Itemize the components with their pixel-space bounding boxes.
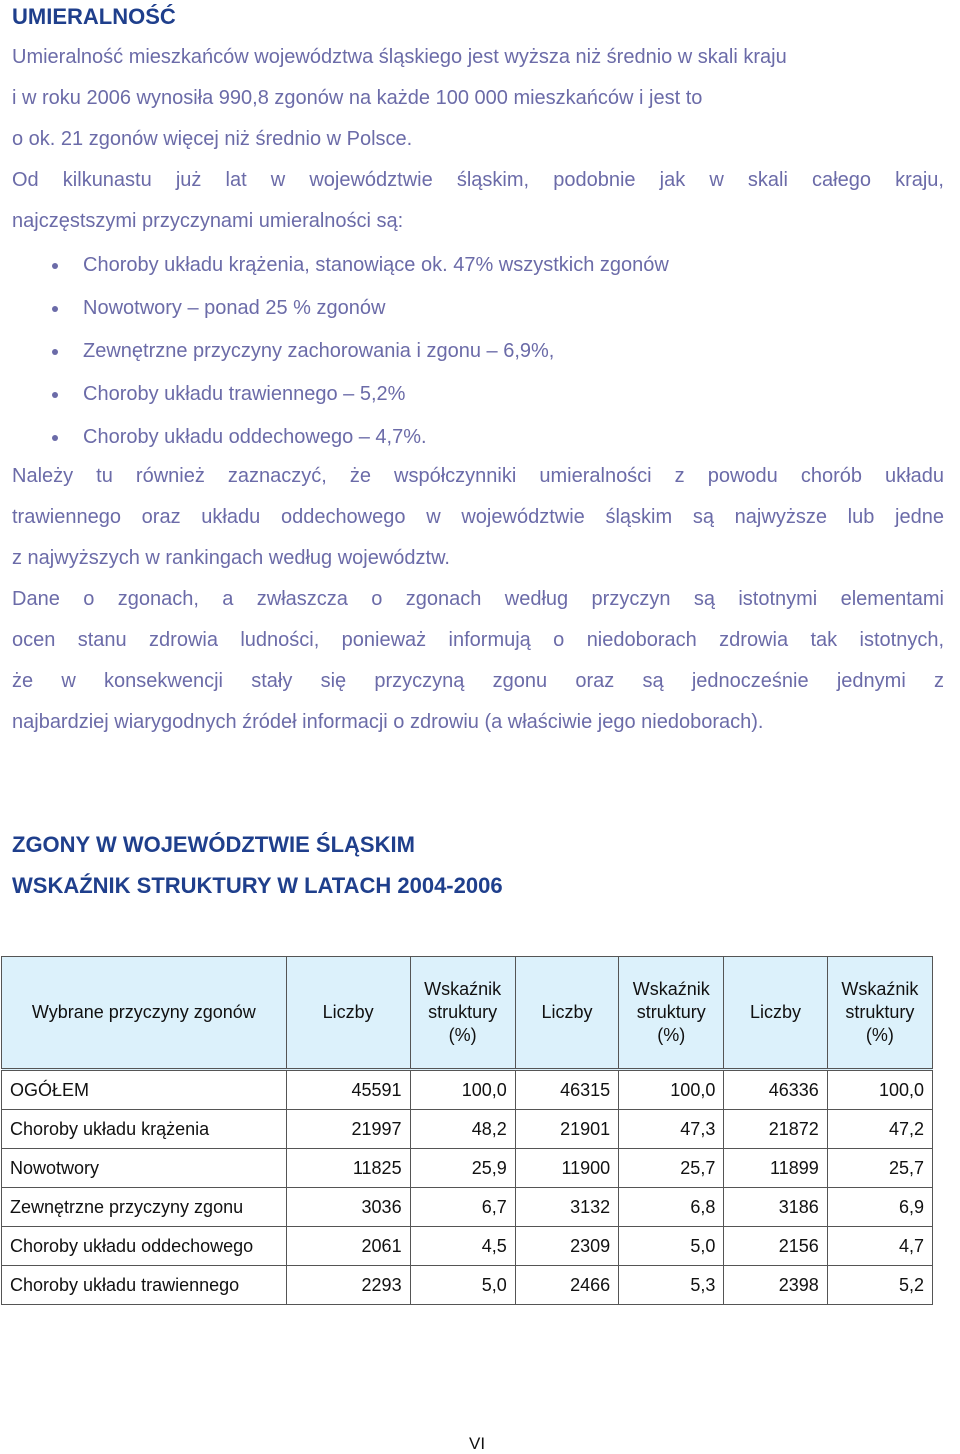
column-header: Liczby [286,957,410,1070]
table-cell: 2466 [515,1266,618,1305]
table-cell: 46315 [515,1070,618,1110]
bullet-icon [52,392,58,398]
column-header: Wybrane przyczyny zgonów [2,957,287,1070]
table-cell: 5,0 [619,1227,724,1266]
section-title-deaths: ZGONY W WOJEWÓDZTWIE ŚLĄSKIM [12,832,415,857]
paragraph-main-causes [12,160,944,242]
paragraph-line: i w roku 2006 wynosiła 990,8 zgonów na każde 100 000 mieszkańców i jest to [12,87,703,109]
paragraph-line: ocen stanu zdrowia ludności, ponieważ informują o niedoborach zdrowia tak istotnych, [12,629,944,651]
list-item-text: Choroby układu krążenia, stanowiące ok. 47% wszystkich zgonów [83,254,669,276]
table-cell: OGÓŁEM [2,1070,287,1110]
table-row [2,1070,933,1110]
bullet-icon [52,435,58,441]
table-cell: 25,7 [827,1149,932,1188]
table-cell: 46336 [724,1070,827,1110]
table-cell: Choroby układu trawiennego [2,1266,287,1305]
paragraph-coefficients [12,456,944,579]
list-item [12,330,944,373]
paragraph-line: trawiennego oraz układu oddechowego w województwie śląskim są najwyższe lub jedne [12,506,944,528]
table-cell: 100,0 [827,1070,932,1110]
list-item-text: Choroby układu oddechowego – 4,7%. [83,426,427,448]
list-item [12,373,944,416]
list-item-text: Zewnętrzne przyczyny zachorowania i zgonu – 6,9%, [83,340,555,362]
table-row [2,1266,933,1305]
table-cell: 21901 [515,1110,618,1149]
column-header: Wskaźnik struktury (%) [410,957,515,1070]
list-item [12,416,944,459]
table-cell: 11900 [515,1149,618,1188]
table-cell: 25,9 [410,1149,515,1188]
table-cell: 5,2 [827,1266,932,1305]
table-cell: 2156 [724,1227,827,1266]
table-cell: 2293 [286,1266,410,1305]
table-cell: 100,0 [410,1070,515,1110]
paragraph-line: Należy tu również zaznaczyć, że współczynniki umieralności z powodu chorób układu [12,465,944,487]
column-header: Liczby [515,957,618,1070]
column-header: Liczby [724,957,827,1070]
table-cell: 2061 [286,1227,410,1266]
paragraph-line: najbardziej wiarygodnych źródeł informacji o zdrowiu (a właściwie jego niedoborach). [12,711,764,733]
table-cell: Choroby układu oddechowego [2,1227,287,1266]
table-cell: 47,2 [827,1110,932,1149]
table-cell: 3186 [724,1188,827,1227]
table-cell: 5,3 [619,1266,724,1305]
list-item [12,244,944,287]
table-cell: 6,7 [410,1188,515,1227]
bullet-icon [52,306,58,312]
column-header: Wskaźnik struktury (%) [827,957,932,1070]
section-subtitle-structure: WSKAŹNIK STRUKTURY W LATACH 2004-2006 [12,873,503,898]
table-cell: 11899 [724,1149,827,1188]
table-row [2,1110,933,1149]
table-cell: 5,0 [410,1266,515,1305]
table-cell: 21997 [286,1110,410,1149]
table-cell: Nowotwory [2,1149,287,1188]
table-header-row [2,957,933,1070]
page-number: VI [469,1434,486,1453]
table-cell: 48,2 [410,1110,515,1149]
list-item [12,287,944,330]
table-row [2,1149,933,1188]
deaths-structure-table [1,956,933,1305]
bullet-icon [52,349,58,355]
paragraph-mortality-intro [12,37,944,160]
table-cell: 100,0 [619,1070,724,1110]
table-cell: 6,9 [827,1188,932,1227]
table-cell: 3036 [286,1188,410,1227]
table-cell: Choroby układu krążenia [2,1110,287,1149]
causes-list [12,244,944,459]
section-title-mortality: UMIERALNOŚĆ [12,4,176,29]
table-cell: 6,8 [619,1188,724,1227]
paragraph-line: najczęstszymi przyczynami umieralności są: [12,210,404,232]
list-item-text: Nowotwory – ponad 25 % zgonów [83,297,386,319]
paragraph-death-data [12,579,944,743]
table-cell: 47,3 [619,1110,724,1149]
table-row [2,1188,933,1227]
table-cell: 21872 [724,1110,827,1149]
column-header: Wskaźnik struktury (%) [619,957,724,1070]
paragraph-line: z najwyższych w rankingach według województw. [12,547,450,569]
list-item-text: Choroby układu trawiennego – 5,2% [83,383,406,405]
table-cell: 4,5 [410,1227,515,1266]
paragraph-line: że w konsekwencji stały się przyczyną zgonu oraz są jednocześnie jednymi z [12,670,944,692]
table-cell: 3132 [515,1188,618,1227]
paragraph-line: Umieralność mieszkańców województwa śląskiego jest wyższa niż średnio w skali kraju [12,46,787,68]
table-cell: 45591 [286,1070,410,1110]
table-cell: 4,7 [827,1227,932,1266]
table-cell: 11825 [286,1149,410,1188]
table-cell: 25,7 [619,1149,724,1188]
paragraph-line: Od kilkunastu już lat w województwie śląskim, podobnie jak w skali całego kraju, [12,169,944,191]
table-cell: 2309 [515,1227,618,1266]
table-cell: 2398 [724,1266,827,1305]
bullet-icon [52,263,58,269]
paragraph-line: Dane o zgonach, a zwłaszcza o zgonach według przyczyn są istotnymi elementami [12,588,944,610]
table-row [2,1227,933,1266]
table-cell: Zewnętrzne przyczyny zgonu [2,1188,287,1227]
paragraph-line: o ok. 21 zgonów więcej niż średnio w Polsce. [12,128,413,150]
